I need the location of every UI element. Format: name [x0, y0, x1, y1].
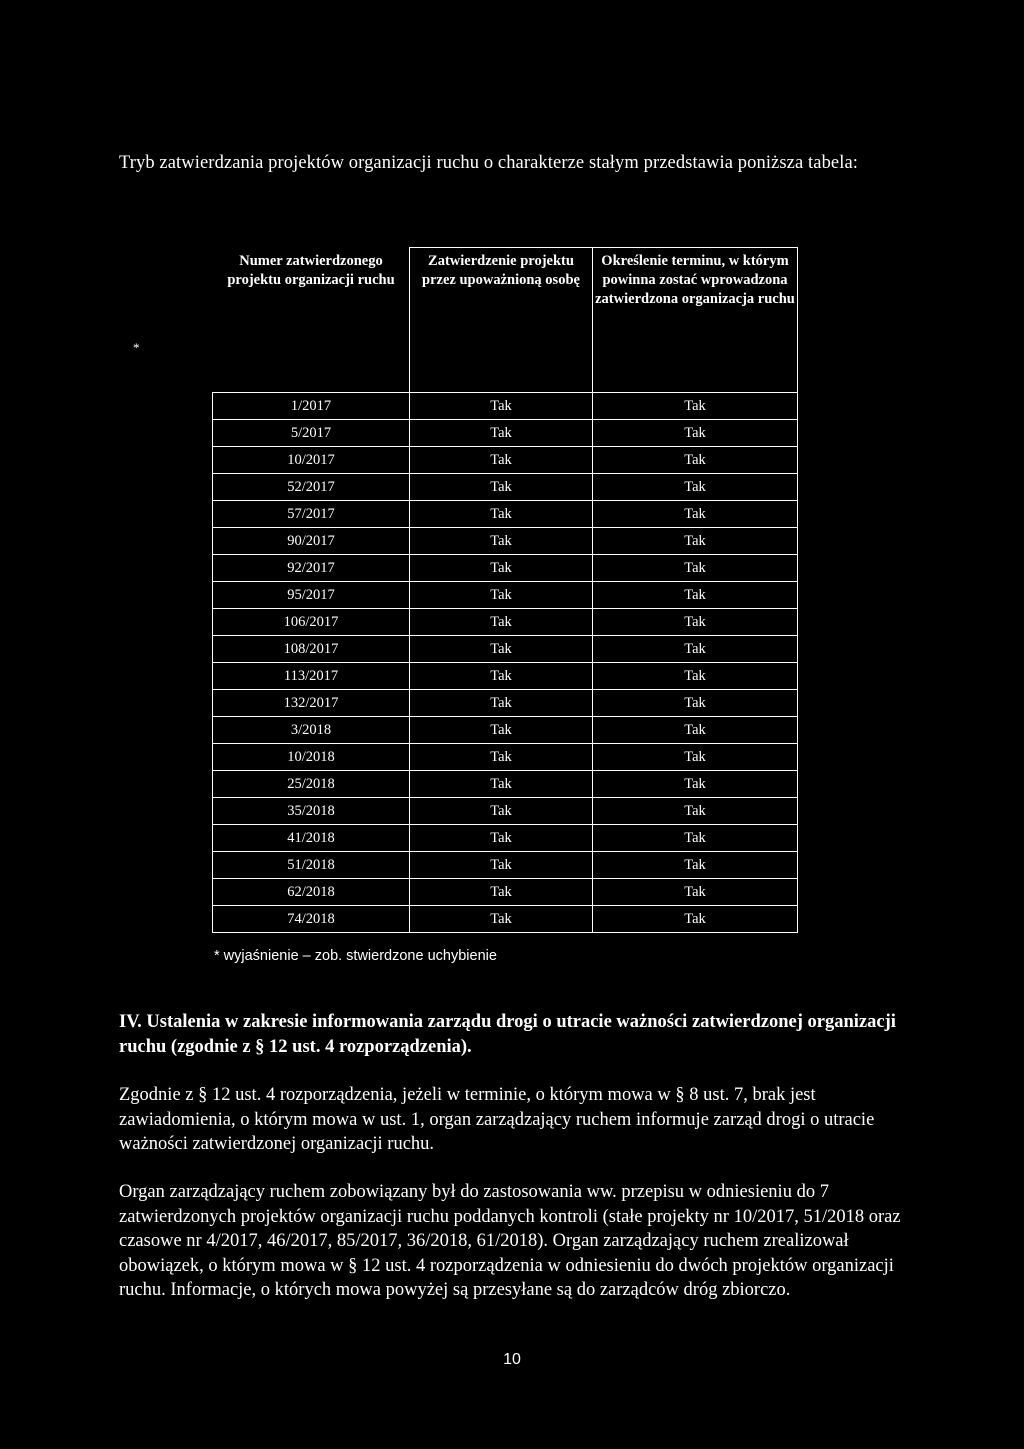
section-heading: IV. Ustalenia w zakresie informowania zarządu drogi o utracie ważności zatwierdzonej organizacji ruchu (zgodnie z § 12 ust. 4 rozporządzenia).	[119, 1012, 896, 1057]
table-row	[213, 393, 798, 420]
header-marker: *	[133, 340, 140, 355]
cell-project-number: 35/2018	[213, 798, 410, 825]
cell-project-number: 108/2017	[213, 636, 410, 663]
table-row	[213, 825, 798, 852]
cell-approval: Tak	[410, 690, 593, 717]
table-row	[213, 717, 798, 744]
cell-approval: Tak	[410, 798, 593, 825]
cell-project-number: 5/2017	[213, 420, 410, 447]
cell-project-number: 1/2017	[213, 393, 410, 420]
cell-approval: Tak	[410, 879, 593, 906]
table-row	[213, 447, 798, 474]
cell-deadline: Tak	[593, 501, 798, 528]
header-approval: Zatwierdzenie projektu przez upoważnioną osobę	[410, 248, 593, 393]
table-row	[213, 609, 798, 636]
table-row	[213, 744, 798, 771]
table-row	[213, 771, 798, 798]
cell-project-number: 62/2018	[213, 879, 410, 906]
cell-deadline: Tak	[593, 879, 798, 906]
cell-project-number: 41/2018	[213, 825, 410, 852]
cell-deadline: Tak	[593, 663, 798, 690]
cell-deadline: Tak	[593, 636, 798, 663]
table-row	[213, 906, 798, 933]
header-deadline: Określenie terminu, w którym powinna zostać wprowadzona zatwierdzona organizacja ruchu	[593, 248, 798, 393]
table-row	[213, 474, 798, 501]
cell-approval: Tak	[410, 447, 593, 474]
header-row	[213, 248, 798, 393]
table-row	[213, 528, 798, 555]
cell-deadline: Tak	[593, 852, 798, 879]
table-row	[213, 582, 798, 609]
cell-approval: Tak	[410, 420, 593, 447]
cell-approval: Tak	[410, 771, 593, 798]
intro-text: Tryb zatwierdzania projektów organizacji ruchu o charakterze stałym przedstawia poniższa tabela:	[119, 153, 859, 173]
cell-project-number: 74/2018	[213, 906, 410, 933]
table-row	[213, 555, 798, 582]
cell-deadline: Tak	[593, 609, 798, 636]
cell-deadline: Tak	[593, 717, 798, 744]
table-header	[213, 248, 798, 393]
cell-deadline: Tak	[593, 582, 798, 609]
cell-deadline: Tak	[593, 744, 798, 771]
cell-deadline: Tak	[593, 420, 798, 447]
footnote: * wyjaśnienie – zob. stwierdzone uchybienie	[214, 948, 497, 964]
paragraph-2: Organ zarządzający ruchem zobowiązany był do zastosowania ww. przepisu w odniesieniu do 7 zatwierdzonych projektów organizacji ruchu poddanych kontroli (stałe projekty nr 10/2017, 51/2018 oraz czasowe nr 4/2017, 46/2017, 85/2017, 36/2018, 61/2018). Organ zarządzający ruchem zrealizował obowiązek, o którym mowa w § 12 ust. 4 rozporządzenia w odniesieniu do dwóch projektów organizacji ruchu. Informacje, o których mowa powyżej są przesyłane są do zarządców dróg zbiorczo.	[119, 1182, 901, 1300]
cell-project-number: 25/2018	[213, 771, 410, 798]
cell-approval: Tak	[410, 609, 593, 636]
cell-deadline: Tak	[593, 447, 798, 474]
cell-deadline: Tak	[593, 771, 798, 798]
table-row	[213, 879, 798, 906]
cell-project-number: 113/2017	[213, 663, 410, 690]
cell-project-number: 52/2017	[213, 474, 410, 501]
table-body	[213, 393, 798, 933]
cell-deadline: Tak	[593, 528, 798, 555]
cell-approval: Tak	[410, 555, 593, 582]
cell-approval: Tak	[410, 636, 593, 663]
cell-approval: Tak	[410, 852, 593, 879]
cell-approval: Tak	[410, 717, 593, 744]
cell-project-number: 10/2018	[213, 744, 410, 771]
cell-deadline: Tak	[593, 798, 798, 825]
cell-approval: Tak	[410, 528, 593, 555]
cell-project-number: 90/2017	[213, 528, 410, 555]
cell-project-number: 3/2018	[213, 717, 410, 744]
cell-deadline: Tak	[593, 825, 798, 852]
cell-project-number: 106/2017	[213, 609, 410, 636]
table-row	[213, 663, 798, 690]
table-row	[213, 501, 798, 528]
cell-project-number: 95/2017	[213, 582, 410, 609]
cell-project-number: 132/2017	[213, 690, 410, 717]
table-row	[213, 852, 798, 879]
cell-approval: Tak	[410, 825, 593, 852]
approval-table	[212, 247, 798, 933]
table-row	[213, 690, 798, 717]
table-row	[213, 798, 798, 825]
cell-approval: Tak	[410, 474, 593, 501]
cell-deadline: Tak	[593, 474, 798, 501]
cell-approval: Tak	[410, 744, 593, 771]
table-row	[213, 420, 798, 447]
cell-approval: Tak	[410, 501, 593, 528]
table-row	[213, 636, 798, 663]
paragraph-1: Zgodnie z § 12 ust. 4 rozporządzenia, jeżeli w terminie, o którym mowa w § 8 ust. 7, brak jest zawiadomienia, o którym mowa w ust. 1, organ zarządzający ruchem informuje zarząd drogi o utracie ważności zatwierdzonej organizacji ruchu.	[119, 1085, 875, 1154]
cell-project-number: 92/2017	[213, 555, 410, 582]
header-project-number: Numer zatwierdzonego projektu organizacji ruchu	[213, 248, 410, 393]
page-number: 10	[503, 1351, 521, 1368]
cell-deadline: Tak	[593, 393, 798, 420]
cell-project-number: 51/2018	[213, 852, 410, 879]
cell-project-number: 10/2017	[213, 447, 410, 474]
cell-project-number: 57/2017	[213, 501, 410, 528]
approval-table-container	[212, 247, 797, 933]
cell-deadline: Tak	[593, 690, 798, 717]
cell-approval: Tak	[410, 663, 593, 690]
cell-deadline: Tak	[593, 906, 798, 933]
cell-approval: Tak	[410, 906, 593, 933]
cell-deadline: Tak	[593, 555, 798, 582]
cell-approval: Tak	[410, 393, 593, 420]
cell-approval: Tak	[410, 582, 593, 609]
